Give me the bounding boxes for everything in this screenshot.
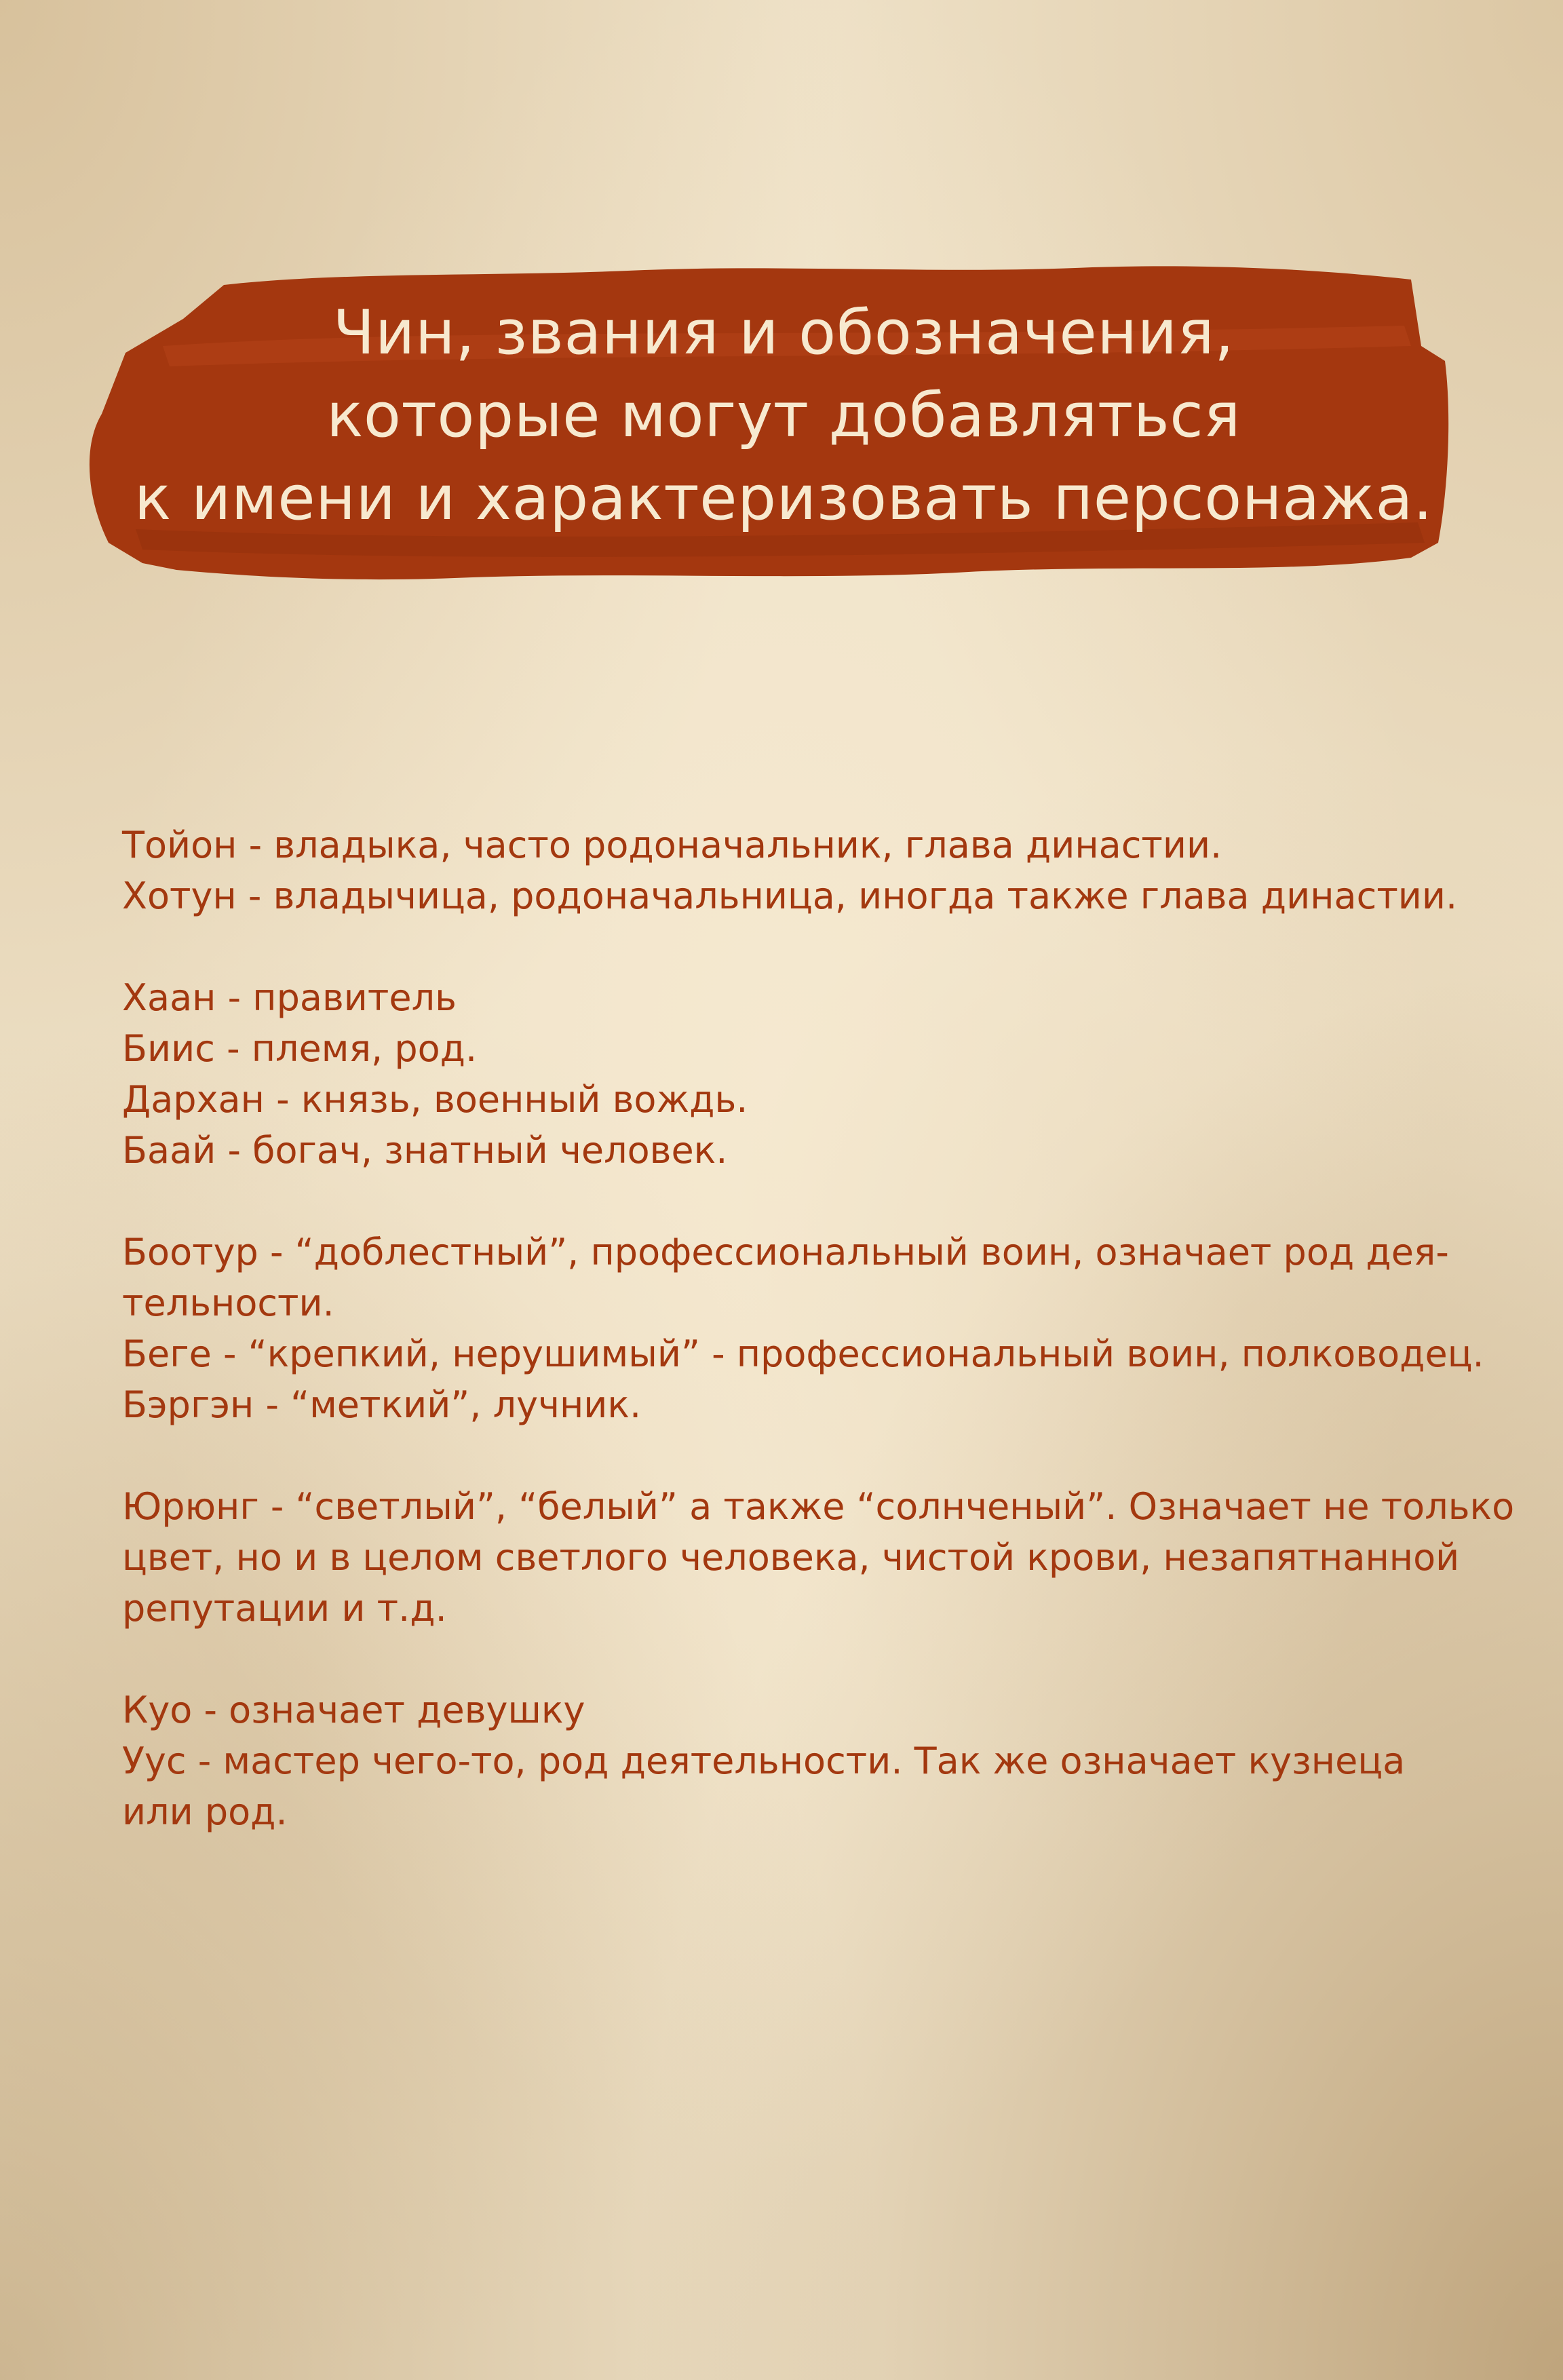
text-line: тельности. (122, 1282, 334, 1324)
terms-list (122, 820, 1515, 1888)
title-line: Чин, звания и обозначения, (332, 297, 1235, 368)
text-line: Хотун - владычица, родоначальница, иногда также глава династии. (122, 875, 1458, 917)
paragraph-yurung (122, 1481, 1515, 1634)
paragraph-warriors (122, 1227, 1484, 1430)
text-line: Беге - “крепкий, нерушимый” - профессиональный воин, полководец. (122, 1332, 1484, 1375)
title-line: которые могут добавляться (326, 380, 1241, 451)
text-line: Хаан - правитель (122, 976, 457, 1019)
text-line: Юрюнг - “светлый”, “белый” а также “солнченый”. Означает не только (122, 1485, 1515, 1528)
title-line: к имени и характеризовать персонажа. (134, 463, 1433, 534)
title-banner (61, 244, 1506, 624)
text-line: или род. (122, 1790, 288, 1833)
text-line: Куо - означает девушку (122, 1689, 585, 1731)
text-line: Уус - мастер чего-то, род деятельности. Так же означает кузнеца (122, 1740, 1406, 1782)
text-line: Бэргэн - “меткий”, лучник. (122, 1383, 642, 1426)
text-line: Боотур - “доблестный”, профессиональный воин, означает род дея- (122, 1231, 1449, 1273)
page-title (61, 292, 1506, 540)
text-line: Баай - богач, знатный человек. (122, 1129, 728, 1172)
text-line: Биис - племя, род. (122, 1027, 478, 1070)
text-line: репутации и т.д. (122, 1587, 447, 1630)
paragraph-other (122, 1685, 1479, 1837)
text-line: Тойон - владыка, часто родоначальник, глава династии. (122, 824, 1222, 866)
paragraph-titles (122, 972, 1479, 1176)
text-line: цвет, но и в целом светлого человека, чистой крови, незапятнанной (122, 1536, 1460, 1579)
text-line: Дархан - князь, военный вождь. (122, 1078, 748, 1121)
paragraph-rulers (122, 820, 1479, 921)
